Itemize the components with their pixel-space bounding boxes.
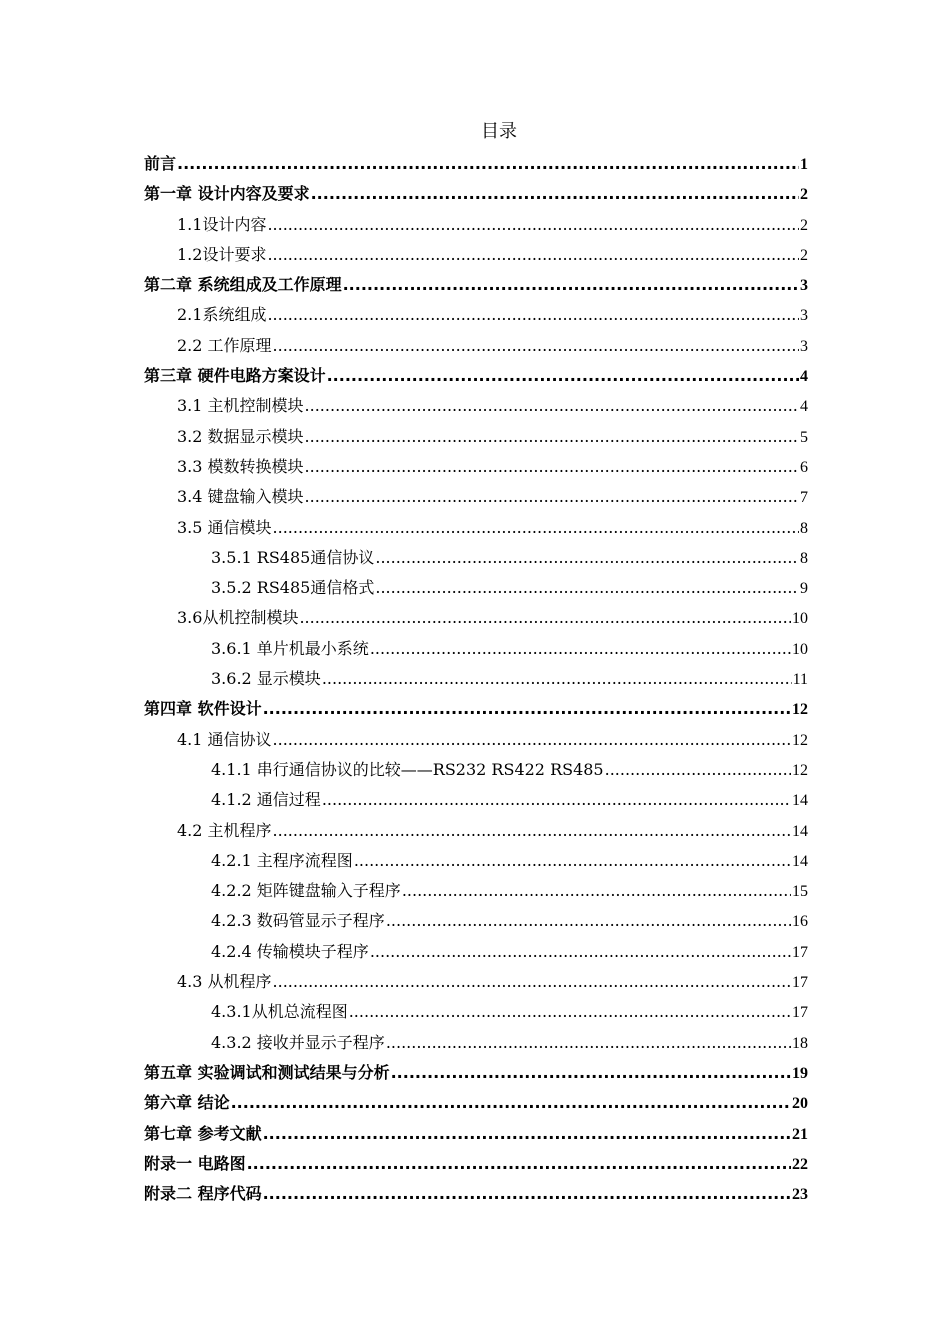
toc-entry-page-number: 4 [800,398,808,416]
toc-entry[interactable] [144,999,808,1029]
toc-entry[interactable] [144,818,808,848]
toc-entry-label: 第一章 设计内容及要求 [144,184,310,204]
toc-entry-page-number: 4 [800,368,808,386]
toc-entry-page-number: 3 [800,337,808,355]
toc-entry[interactable] [144,484,808,514]
toc-dot-leader [299,605,791,631]
toc-dot-leader [273,818,791,844]
toc-entry-page-number: 11 [792,671,808,689]
toc-entry-page-number: 1 [800,156,808,173]
toc-dot-leader [263,696,791,722]
toc-entry-label: 附录一 电路图 [144,1153,246,1173]
toc-entry-page-number: 2 [800,216,808,234]
toc-entry[interactable] [144,969,808,999]
toc-entry[interactable] [144,1181,808,1211]
toc-entry-page-number: 23 [792,1186,808,1204]
toc-dot-leader [386,1030,791,1056]
toc-dot-leader [273,515,799,541]
toc-entry-page-number: 12 [792,761,808,779]
toc-entry-label: 附录二 程序代码 [144,1184,262,1204]
toc-entry-label: 第七章 参考文献 [144,1123,262,1143]
toc-entry[interactable] [144,333,808,363]
toc-entry[interactable] [144,393,808,423]
toc-entry-label: 4.2.1 主程序流程图 [211,850,353,870]
toc-entry[interactable] [144,939,808,969]
toc-entry-page-number: 7 [800,489,808,507]
toc-dot-leader [263,1121,791,1147]
toc-entry-label: 第四章 软件设计 [144,699,262,719]
toc-dot-leader [375,545,799,571]
toc-entry[interactable] [144,787,808,817]
toc-entry-page-number: 17 [792,1004,808,1022]
toc-entry[interactable] [144,151,808,181]
toc-entry[interactable] [144,545,808,575]
toc-entry[interactable] [144,1060,808,1090]
toc-entry-page-number: 10 [792,610,808,628]
toc-dot-leader [343,272,799,298]
toc-entry-label: 4.3.1从机总流程图 [211,1002,348,1022]
toc-entry[interactable] [144,757,808,787]
toc-dot-leader [305,484,799,510]
toc-list [144,151,808,1211]
toc-dot-leader [263,1181,791,1207]
toc-entry[interactable] [144,302,808,332]
toc-entry-label: 1.1设计内容 [177,214,267,234]
toc-entry-label: 4.3 从机程序 [177,972,272,992]
toc-dot-leader [370,636,791,662]
toc-entry-page-number: 17 [792,943,808,961]
toc-entry-label: 4.2.4 传输模块子程序 [211,941,369,961]
toc-entry-label: 3.3 模数转换模块 [177,456,304,476]
toc-entry[interactable] [144,181,808,211]
toc-entry[interactable] [144,242,808,272]
toc-entry[interactable] [144,908,808,938]
toc-entry[interactable] [144,1151,808,1181]
toc-dot-leader [305,393,799,419]
toc-entry[interactable] [144,1090,808,1120]
toc-dot-leader [370,939,791,965]
toc-entry[interactable] [144,696,808,726]
toc-dot-leader [391,1060,791,1086]
toc-entry-page-number: 6 [800,458,808,476]
toc-entry-page-number: 18 [792,1034,808,1052]
toc-dot-leader [349,999,791,1025]
toc-entry[interactable] [144,1030,808,1060]
toc-entry-label: 2.1系统组成 [177,305,267,325]
toc-entry-label: 3.5.1 RS485通信协议 [211,547,375,567]
toc-entry-label: 3.5.2 RS485通信格式 [211,578,375,598]
toc-entry-page-number: 5 [800,428,808,446]
toc-entry-label: 3.1 主机控制模块 [177,396,304,416]
toc-dot-leader [273,333,799,359]
toc-entry-page-number: 9 [800,580,808,598]
toc-entry-page-number: 17 [792,974,808,992]
toc-dot-leader [327,363,799,389]
toc-entry-page-number: 14 [792,852,808,870]
toc-dot-leader [305,424,799,450]
toc-entry[interactable] [144,878,808,908]
toc-dot-leader [177,151,799,177]
toc-entry-page-number: 21 [792,1125,808,1143]
toc-dot-leader [605,757,791,783]
toc-entry-label: 3.5 通信模块 [177,517,272,537]
toc-entry-page-number: 3 [800,277,808,295]
toc-entry[interactable] [144,212,808,242]
toc-entry[interactable] [144,605,808,635]
toc-entry-label: 第二章 系统组成及工作原理 [144,275,342,295]
toc-entry-label: 4.2.2 矩阵键盘输入子程序 [211,881,401,901]
toc-dot-leader [305,454,799,480]
toc-entry-label: 第五章 实验调试和测试结果与分析 [144,1062,390,1082]
toc-entry[interactable] [144,515,808,545]
toc-entry[interactable] [144,454,808,484]
toc-entry-label: 3.6.2 显示模块 [211,669,321,689]
toc-entry[interactable] [144,363,808,393]
toc-entry-label: 3.4 键盘输入模块 [177,487,304,507]
toc-entry-page-number: 16 [792,913,808,931]
toc-dot-leader [375,575,799,601]
toc-entry-page-number: 14 [792,822,808,840]
toc-entry[interactable] [144,848,808,878]
toc-dot-leader [273,969,791,995]
toc-dot-leader [354,848,791,874]
toc-entry[interactable] [144,272,808,302]
toc-dot-leader [267,212,799,238]
toc-entry-page-number: 12 [792,701,808,719]
toc-entry-label: 4.1.1 串行通信协议的比较——RS232 RS422 RS485 [211,759,604,779]
toc-dot-leader [247,1151,791,1177]
toc-entry-page-number: 8 [800,549,808,567]
toc-entry-page-number: 15 [792,883,808,901]
toc-entry[interactable] [144,636,808,666]
toc-entry[interactable] [144,575,808,605]
toc-dot-leader [267,302,799,328]
toc-entry-label: 4.2 主机程序 [177,820,272,840]
toc-entry-page-number: 20 [792,1095,808,1113]
toc-entry-label: 4.3.2 接收并显示子程序 [211,1032,385,1052]
toc-dot-leader [322,787,791,813]
toc-dot-leader [267,242,799,268]
toc-entry-page-number: 2 [800,186,808,204]
toc-entry-label: 4.1 通信协议 [177,729,272,749]
toc-entry-page-number: 19 [792,1064,808,1082]
toc-dot-leader [273,727,791,753]
toc-dot-leader [311,181,799,207]
toc-dot-leader [386,908,791,934]
toc-entry-page-number: 8 [800,519,808,537]
toc-entry[interactable] [144,727,808,757]
toc-entry[interactable] [144,424,808,454]
toc-entry-label: 2.2 工作原理 [177,335,272,355]
toc-entry-label: 前言 [144,154,177,173]
toc-entry[interactable] [144,1121,808,1151]
toc-entry-page-number: 12 [792,731,808,749]
toc-entry-page-number: 10 [792,640,808,658]
toc-entry-label: 第六章 结论 [144,1093,230,1113]
toc-entry-page-number: 3 [800,307,808,325]
toc-dot-leader [231,1090,791,1116]
toc-entry-label: 4.1.2 通信过程 [211,790,321,810]
toc-entry-page-number: 2 [800,246,808,264]
toc-dot-leader [322,666,792,692]
toc-entry-label: 1.2设计要求 [177,244,267,264]
toc-entry[interactable] [144,666,808,696]
toc-title: 目录 [481,121,517,142]
toc-entry-page-number: 14 [792,792,808,810]
toc-entry-label: 第三章 硬件电路方案设计 [144,366,326,386]
toc-entry-page-number: 22 [792,1155,808,1173]
toc-entry-label: 4.2.3 数码管显示子程序 [211,911,385,931]
toc-dot-leader [402,878,791,904]
toc-entry-label: 3.2 数据显示模块 [177,426,304,446]
toc-entry-label: 3.6.1 单片机最小系统 [211,638,369,658]
toc-entry-label: 3.6从机控制模块 [177,608,299,628]
